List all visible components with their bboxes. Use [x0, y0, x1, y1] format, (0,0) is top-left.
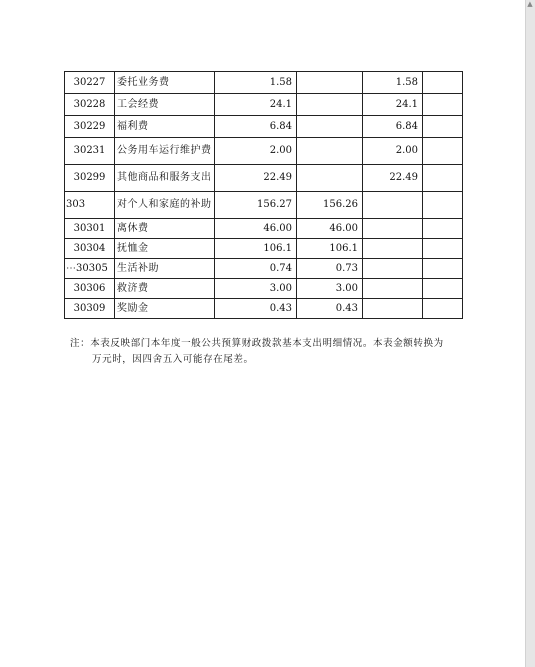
row-public-funds: 22.49 [363, 165, 423, 192]
row-extra [423, 299, 463, 319]
row-public-funds: 1.58 [363, 72, 423, 94]
row-name: 其他商品和服务支出 [115, 165, 215, 192]
table-row [65, 116, 463, 138]
row-personnel: 0.73 [297, 259, 363, 279]
row-total: 22.49 [215, 165, 297, 192]
row-extra [423, 192, 463, 219]
row-total: 106.1 [215, 239, 297, 259]
row-total: 0.74 [215, 259, 297, 279]
row-code: 30304 [65, 239, 115, 259]
row-name: 生活补助 [115, 259, 215, 279]
row-total: 156.27 [215, 192, 297, 219]
row-name: 抚恤金 [115, 239, 215, 259]
row-personnel [297, 72, 363, 94]
row-extra [423, 165, 463, 192]
row-personnel [297, 165, 363, 192]
row-name: 奖励金 [115, 299, 215, 319]
table-row [65, 299, 463, 319]
row-code: 30228 [65, 94, 115, 116]
table-row [65, 279, 463, 299]
row-name: 离休费 [115, 219, 215, 239]
table-footnote [70, 336, 462, 368]
table-row [65, 138, 463, 165]
row-name: 委托业务费 [115, 72, 215, 94]
row-total: 24.1 [215, 94, 297, 116]
footnote-line-2: 万元时，因四舍五入可能存在尾差。 [92, 354, 254, 365]
row-total: 0.43 [215, 299, 297, 319]
row-code: 30301 [65, 219, 115, 239]
row-personnel: 3.00 [297, 279, 363, 299]
row-public-funds [363, 239, 423, 259]
footnote-line-1: 注：本表反映部门本年度一般公共预算财政拨款基本支出明细情况。本表金额转换为 [70, 338, 444, 349]
row-extra [423, 138, 463, 165]
table-row [65, 219, 463, 239]
row-public-funds [363, 299, 423, 319]
row-total: 1.58 [215, 72, 297, 94]
row-personnel: 46.00 [297, 219, 363, 239]
row-extra [423, 94, 463, 116]
row-extra [423, 279, 463, 299]
row-personnel [297, 138, 363, 165]
row-code: 30227 [65, 72, 115, 94]
scroll-up-arrow-icon[interactable]: ▲ [527, 0, 533, 8]
table-row [65, 72, 463, 94]
basic-expenditure-table [64, 71, 463, 319]
row-total: 2.00 [215, 138, 297, 165]
row-public-funds: 24.1 [363, 94, 423, 116]
table-row [65, 192, 463, 219]
row-personnel: 0.43 [297, 299, 363, 319]
row-personnel [297, 116, 363, 138]
row-public-funds: 2.00 [363, 138, 423, 165]
row-code: 30299 [65, 165, 115, 192]
row-extra [423, 72, 463, 94]
row-personnel: 106.1 [297, 239, 363, 259]
row-name: 工会经费 [115, 94, 215, 116]
row-extra [423, 116, 463, 138]
row-public-funds: 6.84 [363, 116, 423, 138]
row-name: 公务用车运行维护费 [115, 138, 215, 165]
table-row [65, 259, 463, 279]
row-total: 3.00 [215, 279, 297, 299]
row-public-funds [363, 259, 423, 279]
row-extra [423, 239, 463, 259]
row-extra [423, 259, 463, 279]
row-name: 救济费 [115, 279, 215, 299]
row-name: 对个人和家庭的补助 [115, 192, 215, 219]
row-code: 30306 [65, 279, 115, 299]
row-code: ⋯30305 [65, 259, 115, 279]
row-extra [423, 219, 463, 239]
row-code: 303 [65, 192, 115, 219]
row-public-funds [363, 279, 423, 299]
row-public-funds [363, 219, 423, 239]
table-row [65, 239, 463, 259]
row-total: 46.00 [215, 219, 297, 239]
row-name: 福利费 [115, 116, 215, 138]
table-row [65, 165, 463, 192]
row-code: 30231 [65, 138, 115, 165]
row-total: 6.84 [215, 116, 297, 138]
row-code: 30229 [65, 116, 115, 138]
row-public-funds [363, 192, 423, 219]
row-personnel [297, 94, 363, 116]
row-personnel: 156.26 [297, 192, 363, 219]
vertical-scrollbar[interactable] [525, 0, 535, 667]
row-code: 30309 [65, 299, 115, 319]
table-row [65, 94, 463, 116]
